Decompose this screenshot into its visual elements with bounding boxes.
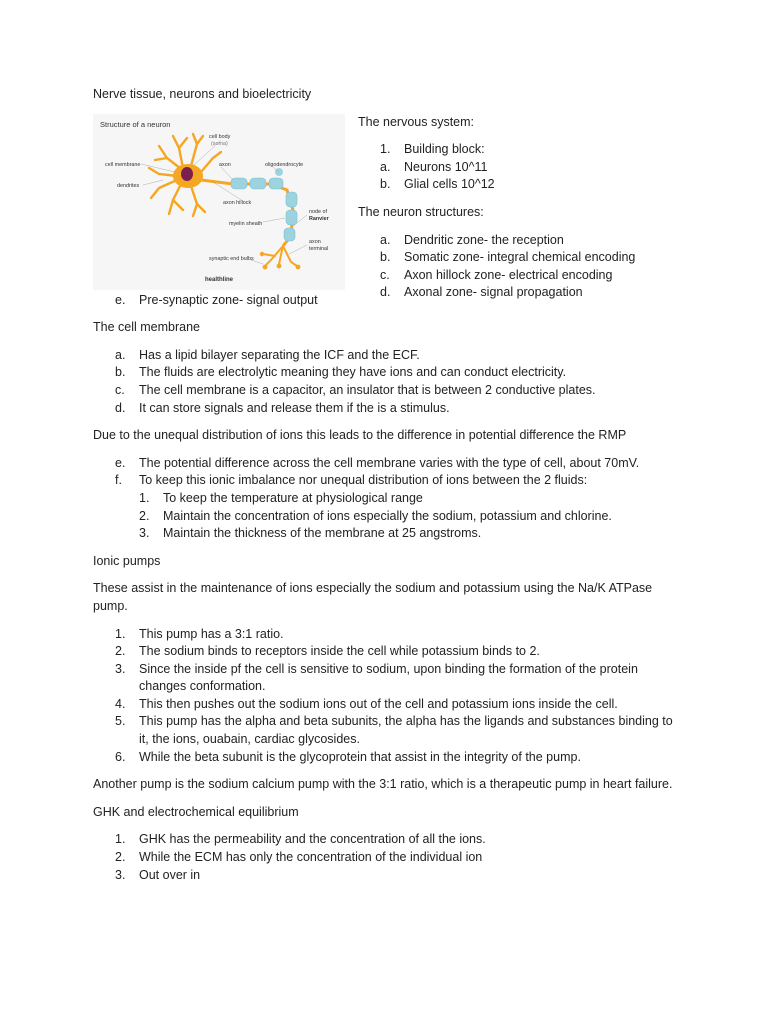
cell-membrane-heading: The cell membrane bbox=[93, 320, 200, 335]
list-item: d. Axonal zone- signal propagation bbox=[380, 285, 583, 300]
list-item: d. It can store signals and release them if the is a stimulus. bbox=[115, 400, 450, 415]
rmp-list bbox=[93, 455, 683, 490]
list-item: c. Axon hillock zone- electrical encoding bbox=[380, 267, 613, 282]
list-item: b. The fluids are electrolytic meaning they have ions and can conduct electricity. bbox=[115, 365, 567, 380]
label-soma: (soma) bbox=[211, 140, 228, 147]
list-item: c. The cell membrane is a capacitor, an insulator that is between 2 conductive plates. bbox=[115, 382, 596, 397]
list-item: 6. While the beta subunit is the glycoprotein that assist in the integrity of the pump. bbox=[115, 749, 581, 764]
list-item: e. Pre-synaptic zone- signal output bbox=[115, 292, 318, 307]
label-axon-hillock: axon hillock bbox=[223, 199, 252, 206]
label-ranvier: Ranvier bbox=[309, 215, 329, 222]
neuron-structures-heading: The neuron structures: bbox=[358, 204, 484, 219]
label-axon-terminal-2: terminal bbox=[309, 245, 329, 252]
rmp-sublist bbox=[93, 490, 683, 543]
label-axon: axon bbox=[219, 161, 231, 168]
list-item: a. Dendritic zone- the reception bbox=[380, 232, 564, 247]
axon-terminal-shape bbox=[263, 246, 297, 266]
list-item: 1. This pump has a 3:1 ratio. bbox=[115, 626, 284, 641]
list-item: 2. The sodium binds to receptors inside the cell while potassium binds to 2. bbox=[115, 644, 540, 659]
ionic-pumps-paragraph: These assist in the maintenance of ions especially the sodium and potassium using the Na/K ATPase pump. bbox=[93, 581, 653, 613]
nervous-system-list bbox=[358, 141, 683, 194]
nucleus-shape bbox=[181, 167, 193, 181]
label-node: node of bbox=[309, 208, 327, 215]
list-item: b. Glial cells 10^12 bbox=[380, 177, 495, 192]
myelin-sheath-shape bbox=[231, 178, 297, 241]
rmp-paragraph: Due to the unequal distribution of ions this leads to the difference in potential difference the RMP bbox=[93, 428, 627, 443]
ghk-heading: GHK and electrochemical equilibrium bbox=[93, 804, 299, 819]
list-item: f. To keep this ionic imbalance nor unequal distribution of ions between the 2 fluids: bbox=[115, 473, 588, 488]
list-item: 4. This then pushes out the sodium ions out of the cell and potassium ions inside the cell. bbox=[115, 696, 618, 711]
list-item: 1. To keep the temperature at physiological range bbox=[139, 490, 423, 505]
list-item: 2. While the ECM has only the concentration of the individual ion bbox=[115, 850, 483, 865]
list-item: e. The potential difference across the cell membrane varies with the type of cell, about 70mV. bbox=[115, 455, 640, 470]
right-column bbox=[358, 114, 683, 302]
list-item: 3. Since the inside pf the cell is sensitive to sodium, upon binding the formation of the protein changes conformation. bbox=[115, 661, 638, 694]
ionic-pumps-paragraph-2: Another pump is the sodium calcium pump with the 3:1 ratio, which is a therapeutic pump in heart failure. bbox=[93, 777, 673, 792]
figure-heading: Structure of a neuron bbox=[100, 119, 171, 129]
label-dendrites: dendrites bbox=[117, 182, 140, 189]
list-item: 1. GHK has the permeability and the concentration of all the ions. bbox=[115, 832, 486, 847]
list-item: 2. Maintain the concentration of ions especially the sodium, potassium and chlorine. bbox=[139, 508, 612, 523]
list-item: 1. Building block: bbox=[380, 142, 485, 157]
neuron-diagram bbox=[93, 114, 345, 290]
label-oligodendrocyte: oligodendrocyte bbox=[265, 161, 304, 168]
list-item: 5. This pump has the alpha and beta subunits, the alpha has the ligands and substances binding to it, the ions, ouabain, cardiac glycosides. bbox=[115, 714, 673, 747]
list-item: a. Neurons 10^11 bbox=[380, 159, 488, 174]
label-axon-terminal-1: axon bbox=[309, 238, 321, 245]
list-item: a. Has a lipid bilayer separating the ICF and the ECF. bbox=[115, 347, 420, 362]
list-item: b. Somatic zone- integral chemical encoding bbox=[380, 250, 636, 265]
label-synaptic: synaptic end bulbs bbox=[209, 255, 254, 262]
document-page bbox=[93, 86, 683, 884]
ghk-list bbox=[93, 831, 683, 884]
nervous-system-heading: The nervous system: bbox=[358, 114, 475, 129]
ionic-pumps-heading: Ionic pumps bbox=[93, 553, 161, 568]
list-item: 3. Out over in bbox=[115, 867, 201, 882]
label-cell-membrane: cell membrane bbox=[105, 161, 141, 168]
neuron-structures-extra bbox=[93, 292, 683, 310]
list-item: 3. Maintain the thickness of the membrane at 25 angstroms. bbox=[139, 526, 482, 541]
label-cell-body: cell body bbox=[209, 133, 231, 140]
neuron-figure bbox=[93, 114, 345, 290]
label-myelin: myelin sheath bbox=[229, 220, 263, 227]
document-title: Nerve tissue, neurons and bioelectricity bbox=[93, 87, 312, 101]
axon-shape bbox=[201, 180, 293, 246]
ionic-pumps-list bbox=[93, 626, 683, 767]
cell-membrane-list bbox=[93, 347, 683, 417]
brand-logo-text: healthline bbox=[205, 276, 234, 283]
